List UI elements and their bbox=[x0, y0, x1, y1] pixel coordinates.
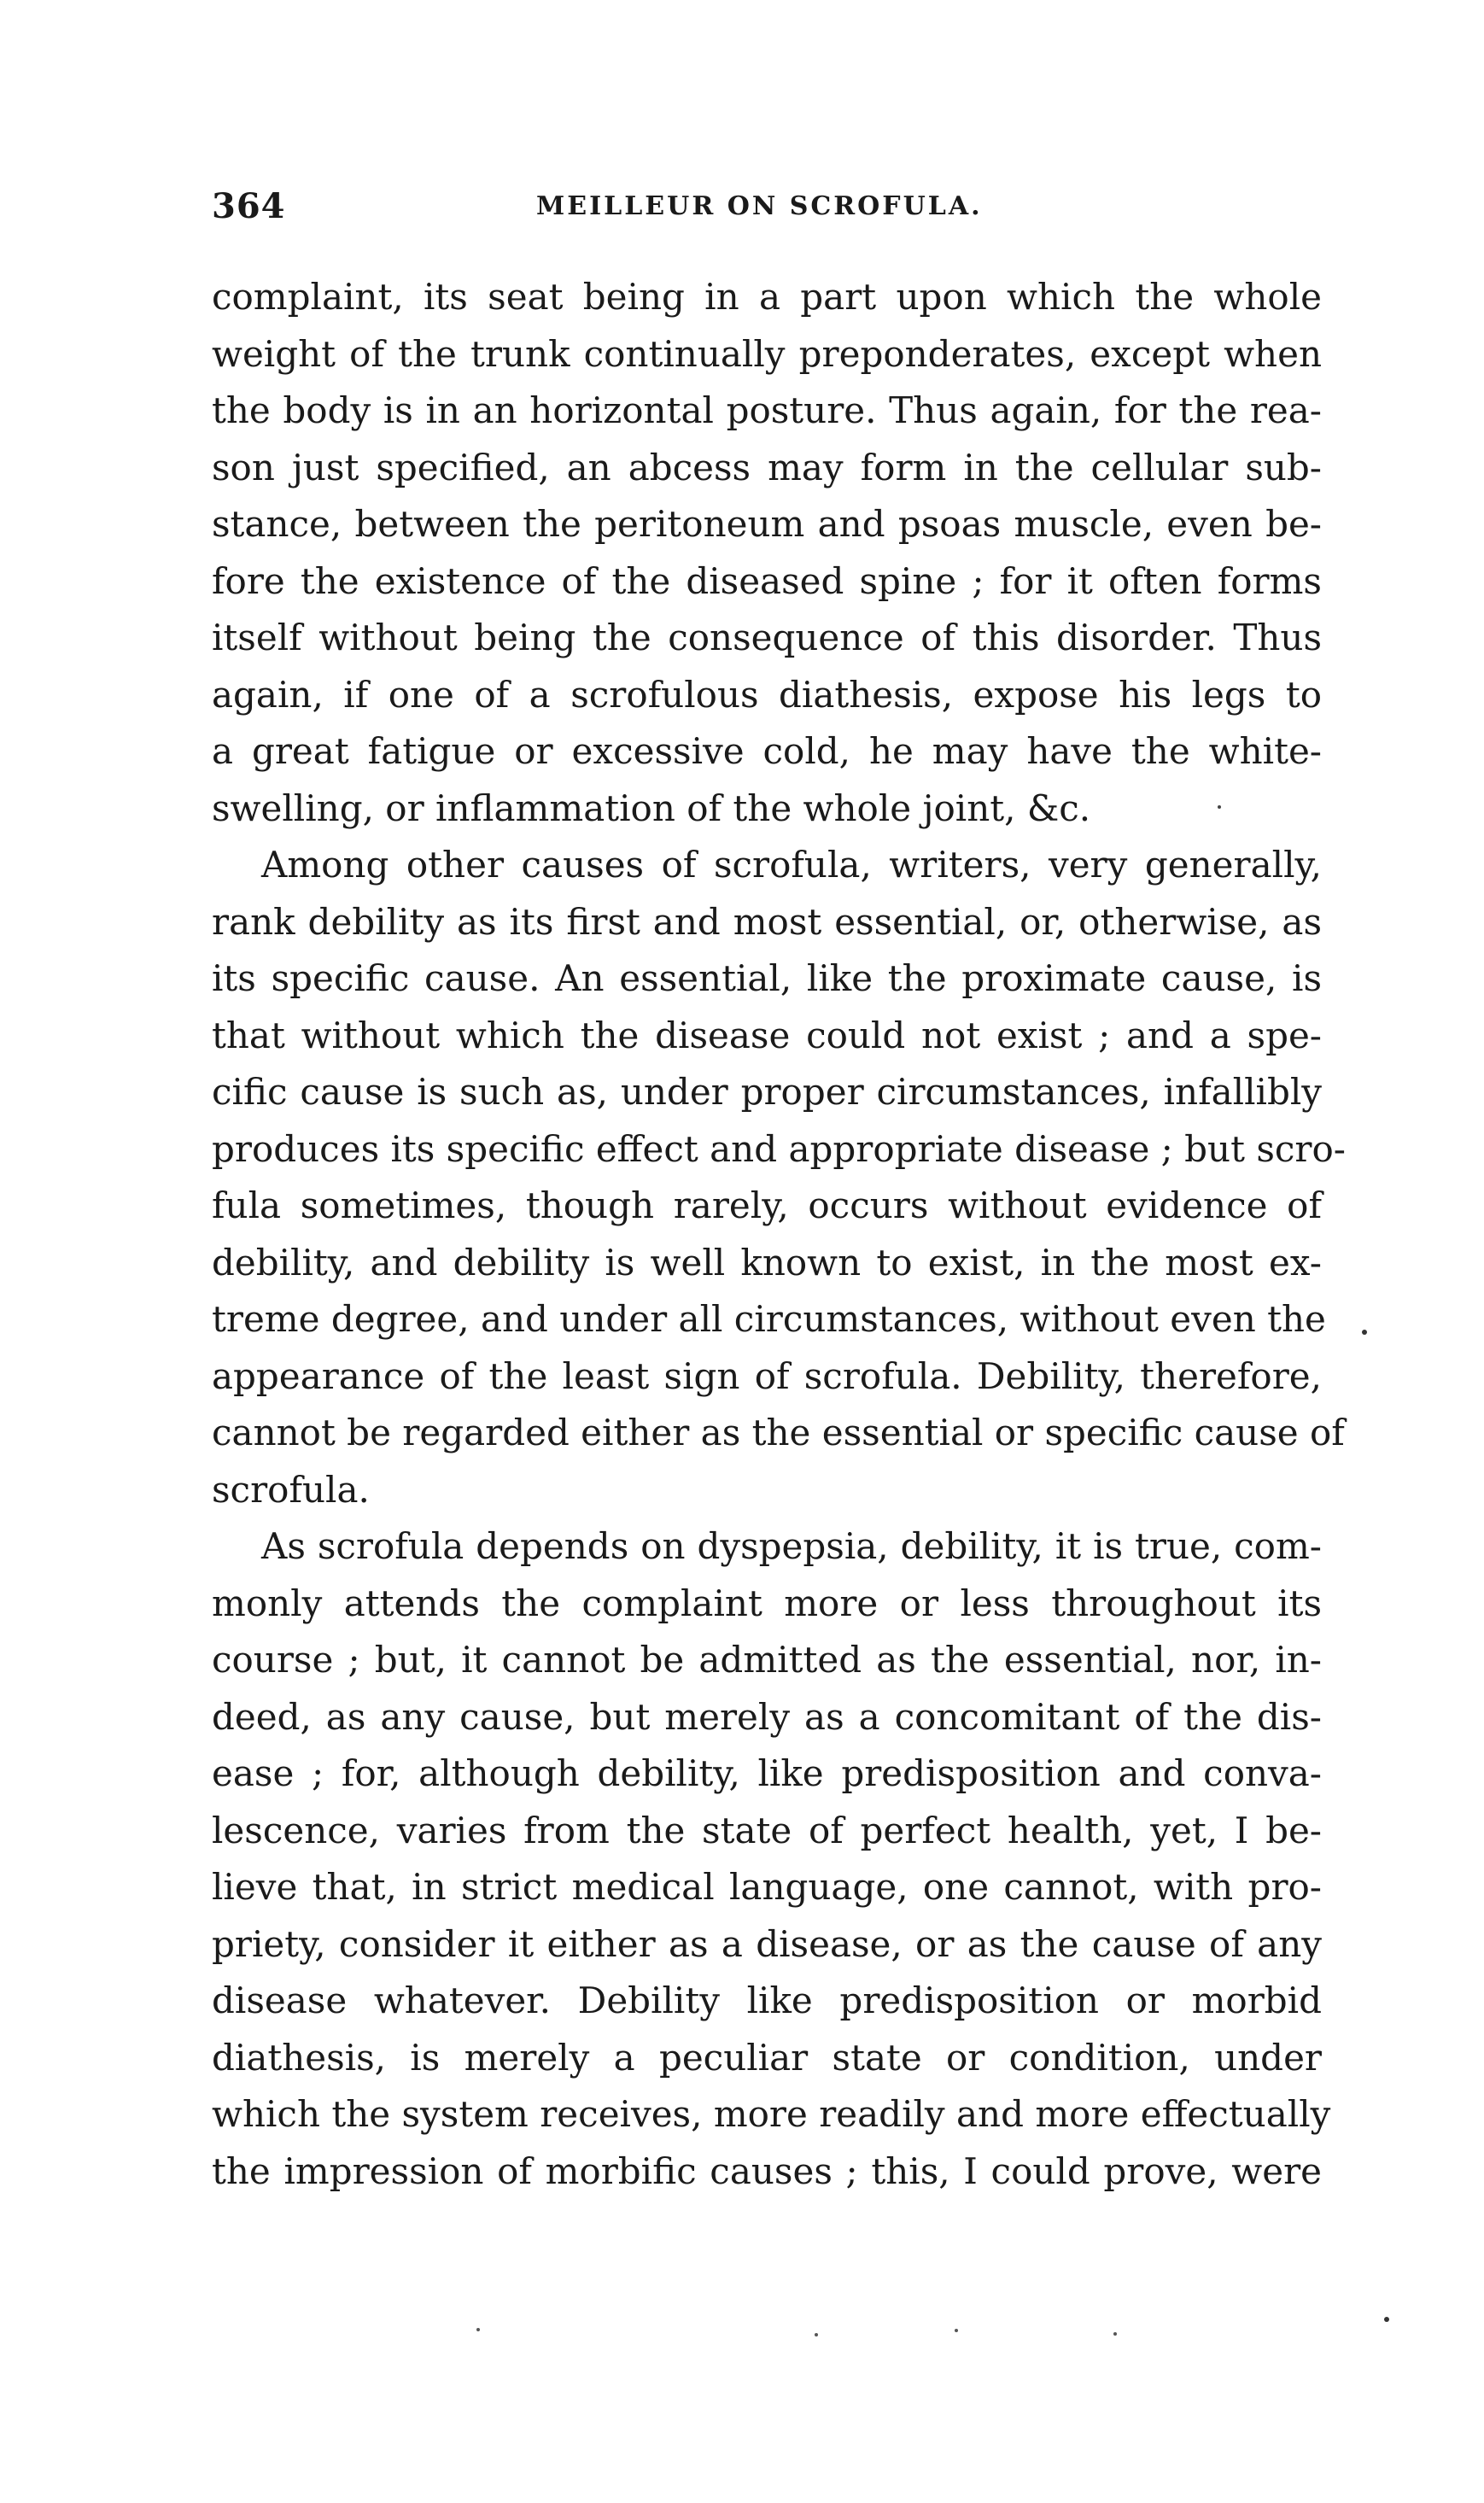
running-head bbox=[212, 186, 1322, 237]
ink-speck bbox=[955, 2329, 958, 2332]
text-line: fula sometimes, though rarely, occurs without evidence of bbox=[212, 1184, 1322, 1226]
text-line: fore the existence of the diseased spine ; for it often forms bbox=[212, 559, 1322, 602]
text-line: diathesis, is merely a peculiar state or condition, under bbox=[212, 2036, 1322, 2079]
text-line: cannot be regarded either as the essential or specific cause of bbox=[212, 1412, 1345, 1453]
body-text bbox=[212, 269, 1346, 2200]
text-line: cific cause is such as, under proper circumstances, infallibly bbox=[212, 1071, 1322, 1113]
text-line: its specific cause. An essential, like the proximate cause, is bbox=[212, 957, 1322, 999]
text-line: that without which the disease could not exist ; and a spe- bbox=[212, 1014, 1322, 1056]
paragraph-1 bbox=[212, 269, 1322, 837]
text-line: scrofula. bbox=[212, 1468, 370, 1511]
text-line: produces its specific effect and appropriate disease ; but scro- bbox=[212, 1127, 1346, 1170]
text-line: a great fatigue or excessive cold, he may have the white- bbox=[212, 730, 1322, 772]
text-line: son just specified, an abcess may form in the cellular sub- bbox=[212, 446, 1322, 488]
ink-speck bbox=[1362, 1330, 1367, 1335]
text-line: itself without being the consequence of this disorder. Thus bbox=[212, 617, 1322, 658]
ink-speck bbox=[1384, 2317, 1389, 2322]
text-line: again, if one of a scrofulous diathesis, expose his legs to bbox=[212, 673, 1322, 716]
text-line: swelling, or inflammation of the whole joint, &c. bbox=[212, 787, 1091, 829]
text-line: the impression of morbific causes ; this, I could prove, were bbox=[212, 2149, 1322, 2192]
text-line: lescence, varies from the state of perfect health, yet, I be- bbox=[212, 1809, 1322, 1851]
text-line: stance, between the peritoneum and psoas muscle, even be- bbox=[212, 503, 1322, 545]
text-line: appearance of the least sign of scrofula. Debility, therefore, bbox=[212, 1354, 1322, 1397]
text-line: disease whatever. Debility like predisposition or morbid bbox=[212, 1980, 1322, 2021]
text-line: deed, as any cause, but merely as a concomitant of the dis- bbox=[212, 1695, 1322, 1738]
text-line: course ; but, it cannot be admitted as the essential, nor, in- bbox=[212, 1639, 1322, 1681]
paragraph-2 bbox=[212, 837, 1346, 1518]
ink-speck bbox=[815, 2333, 818, 2336]
text-line: treme degree, and under all circumstances, without even the bbox=[212, 1298, 1326, 1340]
text-line: priety, consider it either as a disease, or as the cause of any bbox=[212, 1922, 1322, 1965]
paragraph-3 bbox=[212, 1518, 1331, 2200]
text-line: lieve that, in strict medical language, one cannot, with pro- bbox=[212, 1866, 1322, 1908]
running-title: MEILLEUR ON SCROFULA. bbox=[536, 191, 983, 221]
ink-speck bbox=[1113, 2332, 1117, 2336]
page-number: 364 bbox=[212, 186, 286, 226]
text-line: weight of the trunk continually preponderates, except when bbox=[212, 332, 1322, 375]
text-line: debility, and debility is well known to exist, in the most ex- bbox=[212, 1241, 1322, 1284]
text-line: monly attends the complaint more or less throughout its bbox=[212, 1582, 1322, 1624]
text-line: rank debility as its first and most essential, or, otherwise, as bbox=[212, 900, 1322, 943]
text-line: As scrofula depends on dyspepsia, debility, it is true, com- bbox=[261, 1525, 1322, 1567]
text-line: ease ; for, although debility, like predisposition and conva- bbox=[212, 1752, 1322, 1794]
text-line: which the system receives, more readily and more effectually bbox=[212, 2093, 1331, 2135]
text-line: Among other causes of scrofula, writers, very generally, bbox=[261, 844, 1322, 886]
text-line: complaint, its seat being in a part upon which the whole bbox=[212, 276, 1322, 318]
text-line: the body is in an horizontal posture. Thus again, for the rea- bbox=[212, 389, 1322, 431]
ink-speck bbox=[476, 2328, 480, 2331]
